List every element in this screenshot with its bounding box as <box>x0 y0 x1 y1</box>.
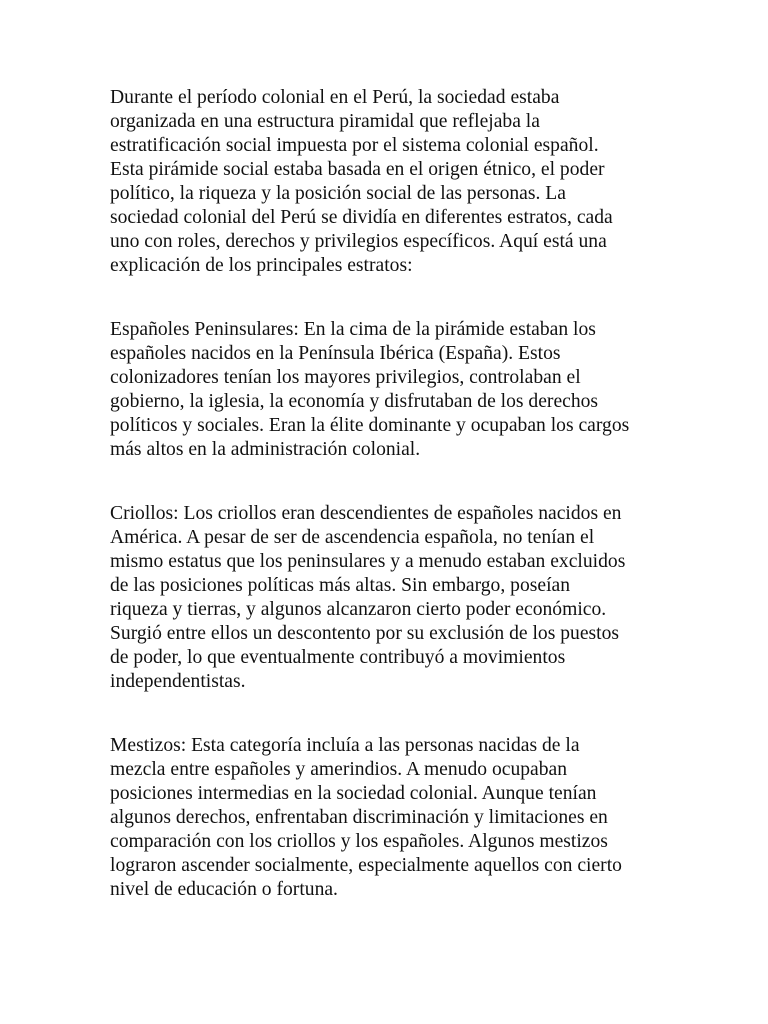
text-line: de poder, lo que eventualmente contribuyó a movimientos <box>110 647 566 668</box>
text-line: Durante el período colonial en el Perú, la sociedad estaba <box>110 87 560 108</box>
paragraph-mestizos <box>110 734 670 902</box>
paragraph-spacer <box>110 694 670 734</box>
text-line: algunos derechos, enfrentaban discriminación y limitaciones en <box>110 807 608 828</box>
text-line: comparación con los criollos y los españoles. Algunos mestizos <box>110 831 608 852</box>
text-line: Surgió entre ellos un descontento por su exclusión de los puestos <box>110 623 620 644</box>
paragraph-spacer <box>110 278 670 318</box>
text-line: colonizadores tenían los mayores privilegios, controlaban el <box>110 367 581 388</box>
text-line: Españoles Peninsulares: En la cima de la pirámide estaban los <box>110 319 596 340</box>
text-line: uno con roles, derechos y privilegios específicos. Aquí está una <box>110 231 607 252</box>
text-line: Mestizos: Esta categoría incluía a las personas nacidas de la <box>110 735 580 756</box>
text-line: lograron ascender socialmente, especialmente aquellos con cierto <box>110 855 622 876</box>
text-line: Esta pirámide social estaba basada en el origen étnico, el poder <box>110 159 605 180</box>
text-line: más altos en la administración colonial. <box>110 439 421 460</box>
text-line: gobierno, la iglesia, la economía y disfrutaban de los derechos <box>110 391 599 412</box>
paragraph-intro <box>110 86 670 278</box>
document-body <box>110 86 670 902</box>
text-line: sociedad colonial del Perú se dividía en diferentes estratos, cada <box>110 207 613 228</box>
text-line: independentistas. <box>110 671 246 692</box>
paragraph-criollos <box>110 502 670 694</box>
text-line: riqueza y tierras, y algunos alcanzaron cierto poder económico. <box>110 599 607 620</box>
paragraph-peninsulares <box>110 318 670 462</box>
text-line: posiciones intermedias en la sociedad colonial. Aunque tenían <box>110 783 597 804</box>
paragraph-spacer <box>110 462 670 502</box>
text-line: político, la riqueza y la posición social de las personas. La <box>110 183 566 204</box>
text-line: mezcla entre españoles y amerindios. A menudo ocupaban <box>110 759 568 780</box>
text-line: organizada en una estructura piramidal que reflejaba la <box>110 111 540 132</box>
text-line: políticos y sociales. Eran la élite dominante y ocupaban los cargos <box>110 415 630 436</box>
text-line: de las posiciones políticas más altas. Sin embargo, poseían <box>110 575 571 596</box>
text-line: españoles nacidos en la Península Ibérica (España). Estos <box>110 343 561 364</box>
text-line: nivel de educación o fortuna. <box>110 879 338 900</box>
text-line: Criollos: Los criollos eran descendientes de españoles nacidos en <box>110 503 622 524</box>
text-line: América. A pesar de ser de ascendencia española, no tenían el <box>110 527 595 548</box>
text-line: explicación de los principales estratos: <box>110 255 413 276</box>
text-line: mismo estatus que los peninsulares y a menudo estaban excluidos <box>110 551 626 572</box>
text-line: estratificación social impuesta por el sistema colonial español. <box>110 135 599 156</box>
